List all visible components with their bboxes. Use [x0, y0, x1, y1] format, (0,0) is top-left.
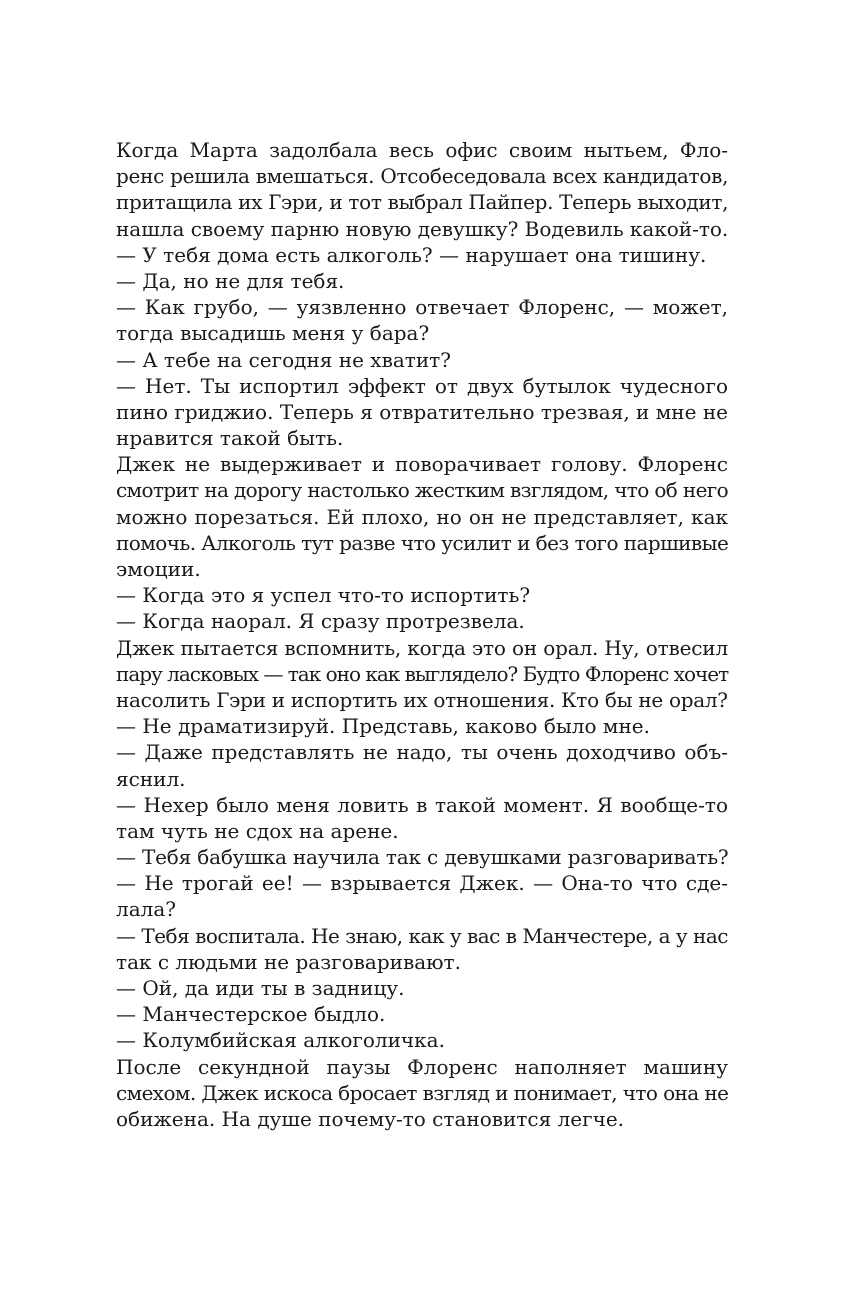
text-line: смотрит на дорогу настолько жестким взглядом, что об него: [116, 478, 728, 503]
text-line: Джек пытается вспомнить, когда это он орал. Ну, отвесил: [116, 635, 728, 660]
text-line: там чуть не сдох на арене.: [116, 818, 399, 843]
text-line: — Манчестерское быдло.: [116, 1002, 386, 1027]
text-line: ренс решила вмешаться. Отсобеседовала всех кандидатов,: [116, 164, 729, 189]
text-line: — Да, но не для тебя.: [116, 268, 345, 293]
text-line: После секундной паузы Флоренс наполняет машину: [116, 1054, 728, 1079]
text-line: так с людьми не разговаривают.: [116, 949, 461, 974]
text-line: — Ой, да иди ты в задницу.: [116, 976, 405, 1000]
text-line: — Колумбийская алкоголичка.: [116, 1028, 445, 1053]
text-line: пару ласковых — так оно как выглядело? Будто Флоренс хочет: [116, 661, 729, 686]
text-line: — Тебя бабушка научила так с девушками разговаривать?: [116, 845, 729, 870]
text-line: Джек не выдерживает и поворачивает голову. Флоренс: [116, 452, 728, 477]
text-line: помочь. Алкоголь тут разве что усилит и без того паршивые: [116, 530, 729, 555]
text-line: пино гриджио. Теперь я отвратительно трезвая, и мне не: [116, 399, 728, 424]
text-line: нравится такой быть.: [116, 426, 344, 451]
text-line: Когда Марта задолбала весь офис своим нытьем, Фло-: [116, 138, 728, 162]
text-line: смехом. Джек искоса бросает взгляд и понимает, что она не: [116, 1080, 729, 1105]
text-line: — Когда наорал. Я сразу протрезвела.: [116, 609, 525, 634]
text-line: нашла своему парню новую девушку? Водевиль какой-то.: [116, 216, 729, 241]
text-line: тогда высадишь меня у бара?: [116, 321, 430, 346]
text-line: — А тебе на сегодня не хватит?: [116, 347, 451, 372]
text-line: — Когда это я успел что-то испортить?: [116, 583, 531, 608]
text-line: — Нехер было меня ловить в такой момент. Я вообще-то: [116, 792, 728, 817]
text-line: — У тебя дома есть алкоголь? — нарушает она тишину.: [116, 242, 707, 267]
text-line: насолить Гэри и испортить их отношения. Кто бы не орал?: [116, 687, 728, 712]
body-text: [116, 137, 728, 1132]
text-line: эмоции.: [116, 557, 201, 581]
text-line: — Не драматизируй. Представь, каково было мне.: [116, 714, 650, 739]
text-line: — Нет. Ты испортил эффект от двух бутылок чудесного: [116, 373, 728, 398]
text-line: можно порезаться. Ей плохо, но он не представляет, как: [116, 504, 728, 529]
text-line: — Как грубо, — уязвленно отвечает Флоренс, — может,: [116, 295, 728, 320]
text-line: лала?: [116, 897, 176, 922]
text-line: — Не трогай ее! — взрывается Джек. — Она-то что сде-: [116, 871, 728, 896]
text-line: яснил.: [116, 766, 186, 791]
text-line: обижена. На душе почему-то становится легче.: [116, 1106, 625, 1131]
text-line: — Даже представлять не надо, ты очень доходчиво объ-: [116, 740, 728, 765]
text-line: — Тебя воспитала. Не знаю, как у вас в Манчестере, а у нас: [116, 923, 728, 948]
text-line: притащила их Гэри, и тот выбрал Пайпер. Теперь выходит,: [116, 190, 729, 215]
